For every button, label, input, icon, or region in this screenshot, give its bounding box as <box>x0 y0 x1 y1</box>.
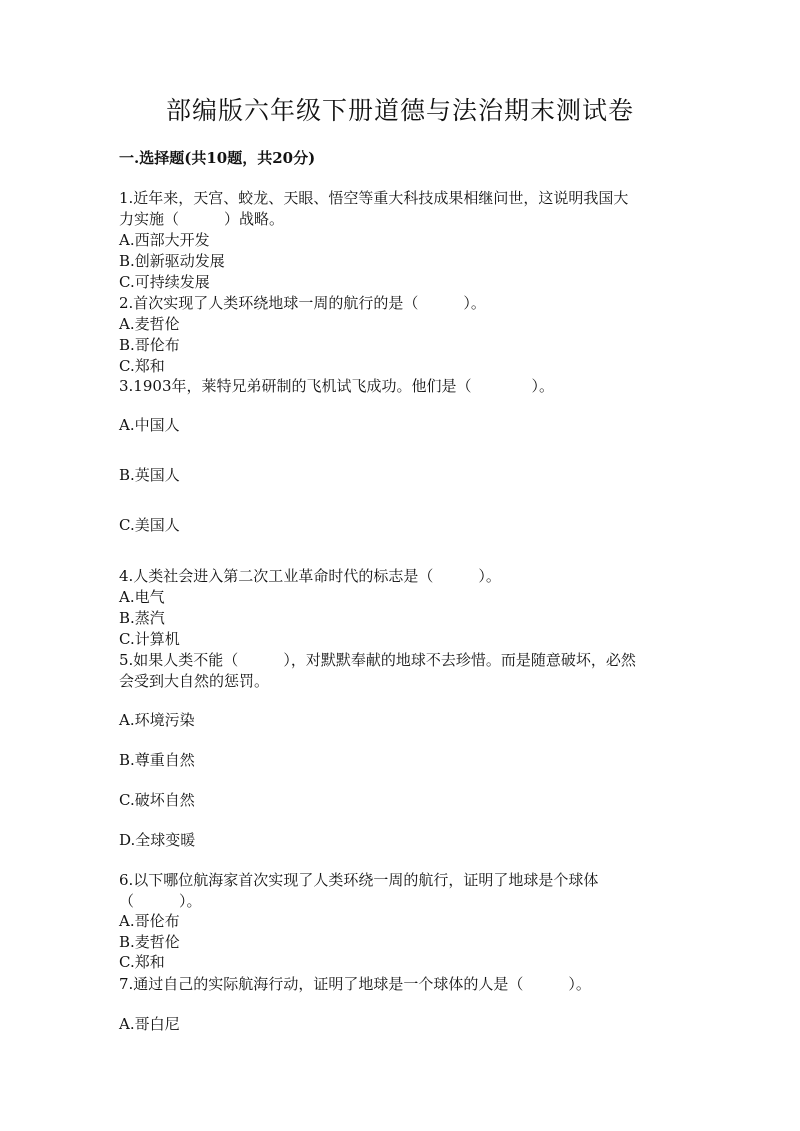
question-3-option-a: A.中国人 <box>119 416 180 434</box>
question-1-option-c: C.可持续发展 <box>119 273 210 291</box>
question-3-option-c: C.美国人 <box>119 516 180 534</box>
question-3-stem-line-1: 3.1903年，莱特兄弟研制的飞机试飞成功。他们是（ ）。 <box>119 377 554 395</box>
question-6-stem-line-2: （ ）。 <box>119 892 202 910</box>
question-5-stem-line-1: 5.如果人类不能（ ），对默默奉献的地球不去珍惜。而是随意破坏，必然 <box>119 651 636 669</box>
question-1-stem-line-1: 1.近年来，天宫、蛟龙、天眼、悟空等重大科技成果相继问世，这说明我国大 <box>119 189 629 207</box>
question-7-stem-line-1: 7.通过自己的实际航海行动，证明了地球是一个球体的人是（ ）。 <box>119 975 591 993</box>
question-6-option-c: C.郑和 <box>119 953 165 971</box>
question-4-option-a: A.电气 <box>119 588 165 606</box>
question-5-stem-line-2: 会受到大自然的惩罚。 <box>119 672 270 690</box>
question-6-option-b: B.麦哲伦 <box>119 933 180 951</box>
question-1-option-a: A.西部大开发 <box>119 231 210 249</box>
section-heading: 一.选择题(共10题，共20分) <box>119 149 316 167</box>
question-5-option-b: B.尊重自然 <box>119 751 195 769</box>
question-4-option-c: C.计算机 <box>119 630 180 648</box>
question-3-option-b: B.英国人 <box>119 466 180 484</box>
page-title: 部编版六年级下册道德与法治期末测试卷 <box>165 96 634 125</box>
question-2-option-a: A.麦哲伦 <box>119 315 180 333</box>
question-4-option-b: B.蒸汽 <box>119 609 165 627</box>
question-2-option-c: C.郑和 <box>119 357 165 375</box>
question-2-stem-line-1: 2.首次实现了人类环绕地球一周的航行的是（ ）。 <box>119 294 486 312</box>
question-6-stem-line-1: 6.以下哪位航海家首次实现了人类环绕一周的航行，证明了地球是个球体 <box>119 871 599 889</box>
question-4-stem-line-1: 4.人类社会进入第二次工业革命时代的标志是（ ）。 <box>119 567 501 585</box>
question-5-option-c: C.破坏自然 <box>119 791 195 809</box>
question-7-option-a: A.哥白尼 <box>119 1015 180 1033</box>
question-5-option-a: A.环境污染 <box>119 711 195 729</box>
question-1-option-b: B.创新驱动发展 <box>119 252 225 270</box>
question-2-option-b: B.哥伦布 <box>119 336 180 354</box>
question-1-stem-line-2: 力实施（ ）战略。 <box>119 210 285 228</box>
question-5-option-d: D.全球变暖 <box>119 831 196 849</box>
question-6-option-a: A.哥伦布 <box>119 912 180 930</box>
